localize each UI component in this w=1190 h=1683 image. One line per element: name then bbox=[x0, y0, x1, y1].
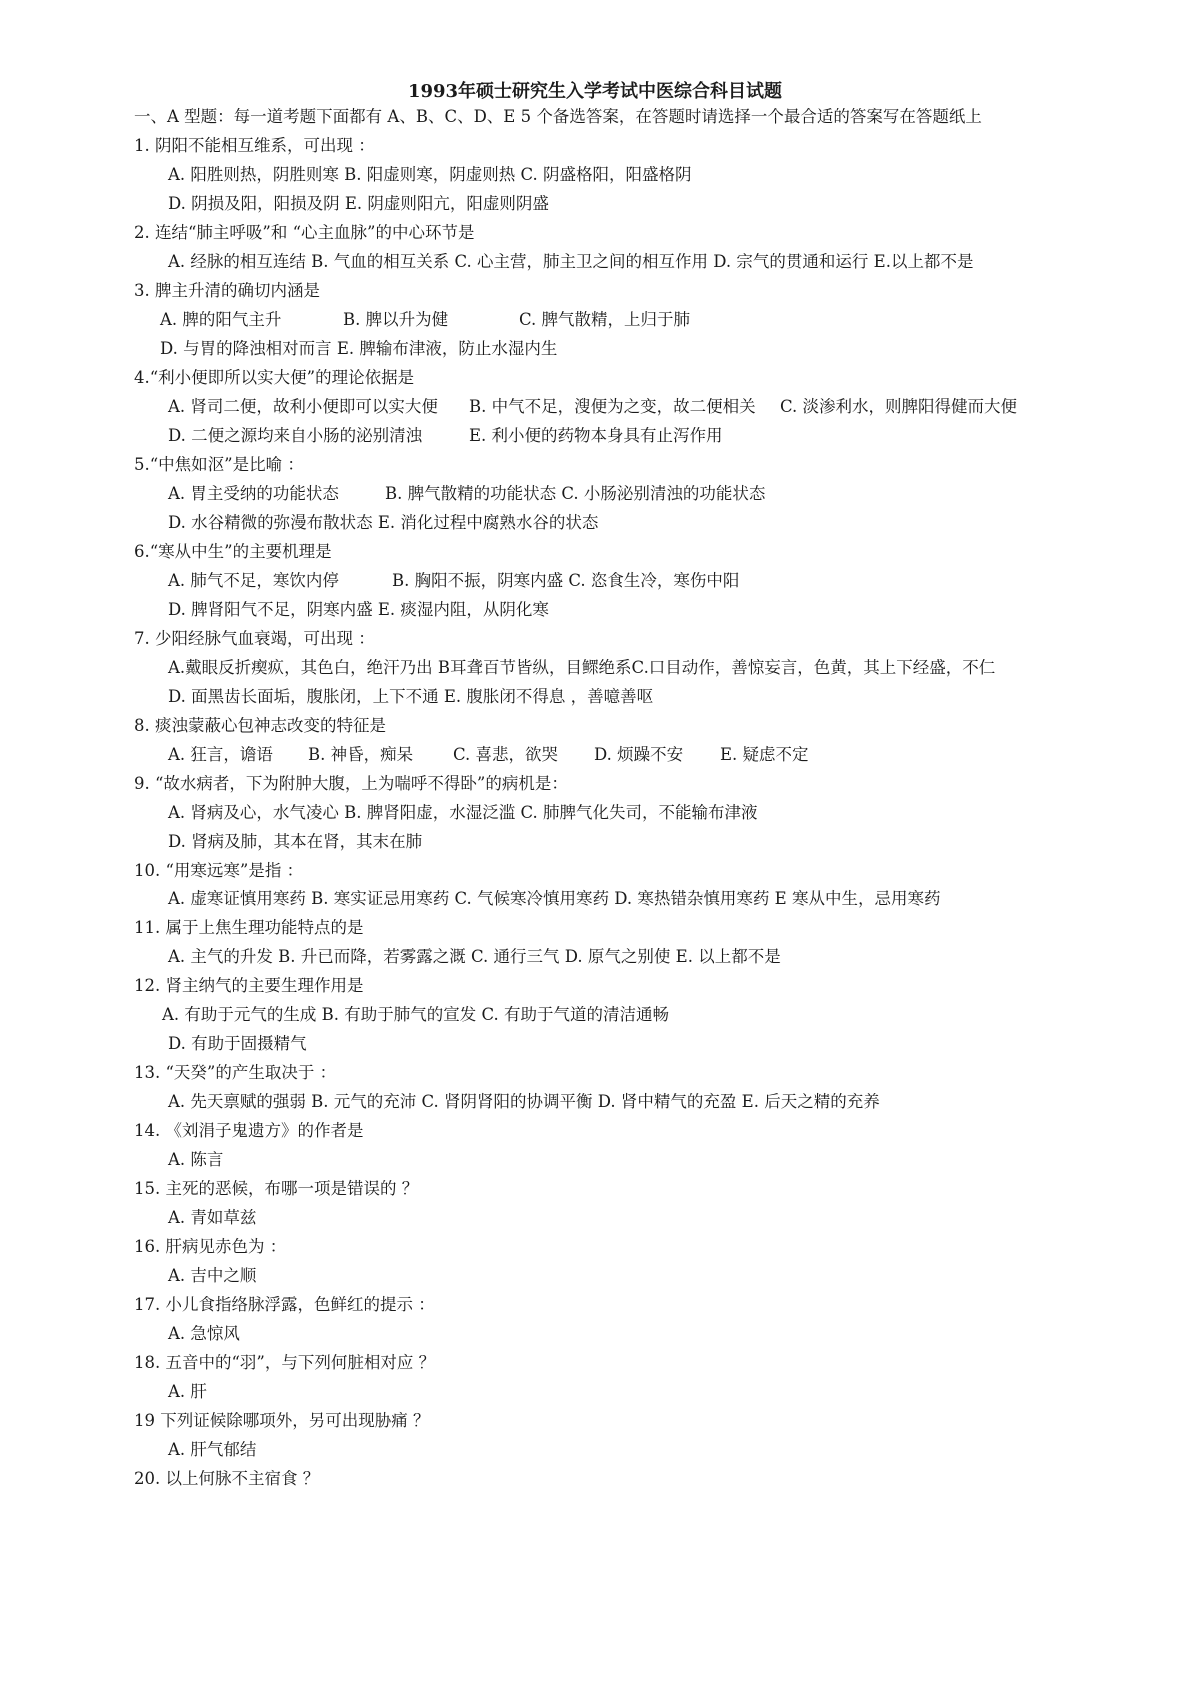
answer-option: B. 脾气散精的功能状态 C. 小肠泌别清浊的功能状态 bbox=[385, 483, 766, 503]
answer-options-text: A. 肝 bbox=[168, 1382, 207, 1402]
answer-option: E. 疑虑不定 bbox=[720, 744, 809, 764]
answer-option: B. 神昏，痴呆 bbox=[308, 744, 414, 764]
option-line bbox=[160, 338, 557, 360]
question-stem: 10. “用寒远寒”是指 ： bbox=[134, 860, 304, 880]
question-stem: 16. 肝病见赤色为 ： bbox=[134, 1237, 287, 1257]
option-line bbox=[168, 1033, 307, 1055]
answer-option: A. 脾的阳气主升 bbox=[160, 309, 282, 329]
question-stem: 5.“中焦如沤”是比喻 ： bbox=[134, 454, 304, 474]
answer-option: A. 胃主受纳的功能状态 bbox=[168, 483, 339, 503]
question-stem: 3. 脾主升清的确切内涵是 bbox=[134, 280, 320, 300]
answer-option: A. 狂言，谵语 bbox=[168, 744, 273, 764]
question-stem: 9. “故水病者，下为附肿大腹，上为喘呼不得卧”的病机是： bbox=[134, 773, 568, 793]
option-line bbox=[168, 512, 598, 534]
answer-option: D. 烦躁不安 bbox=[594, 744, 684, 764]
question-stem: 15. 主死的恶候，布哪一项是错误的 ？ bbox=[134, 1179, 419, 1199]
question-stem: 8. 痰浊蒙蔽心包神志改变的特征是 bbox=[134, 715, 386, 735]
answer-options-text: A. 吉中之顺 bbox=[168, 1266, 257, 1286]
answer-options-text: A. 肾病及心，水气凌心 B. 脾肾阳虚，水湿泛滥 C. 肺脾气化失司，不能输布津液 bbox=[168, 802, 758, 822]
question-stem: 4.“利小便即所以实大便”的理论依据是 bbox=[134, 367, 415, 387]
option-line bbox=[168, 802, 758, 824]
answer-options-text: A. 青如草兹 bbox=[168, 1208, 257, 1228]
question-stem: 20. 以上何脉不主宿食 ？ bbox=[134, 1469, 320, 1489]
question-stem: 18. 五音中的“羽”，与下列何脏相对应 ？ bbox=[134, 1353, 436, 1373]
answer-options-text: D. 肾病及肺，其本在肾，其末在肺 bbox=[168, 831, 423, 851]
option-line bbox=[168, 831, 422, 853]
answer-options-text: A.戴眼反折瘈疭，其色白，绝汗乃出 B耳聋百节皆纵，目鳏绝系C.口目动作，善惊妄言，色黄，其上下经盛，不仁 bbox=[168, 657, 996, 677]
answer-option: C. 脾气散精，上归于肺 bbox=[519, 309, 691, 329]
option-line bbox=[0, 309, 1190, 331]
option-line bbox=[168, 1207, 256, 1229]
answer-options-text: D. 有助于固摄精气 bbox=[168, 1034, 307, 1054]
option-line bbox=[0, 483, 1190, 505]
answer-options-text: D. 阴损及阳，阳损及阴 E. 阴虚则阳亢，阳虚则阴盛 bbox=[168, 193, 549, 213]
answer-options-text: A. 肝气郁结 bbox=[168, 1440, 257, 1460]
option-line bbox=[168, 1439, 256, 1461]
question-stem: 17. 小儿食指络脉浮露，色鲜红的提示 ： bbox=[134, 1295, 435, 1315]
answer-option: B. 胸阳不振，阴寒内盛 C. 恣食生冷，寒伤中阳 bbox=[392, 570, 740, 590]
answer-options-text: D. 水谷精微的弥漫布散状态 E. 消化过程中腐熟水谷的状态 bbox=[168, 512, 599, 532]
option-line bbox=[0, 396, 1190, 418]
option-line bbox=[168, 1091, 880, 1113]
answer-options-text: A. 先天禀赋的强弱 B. 元气的充沛 C. 肾阴肾阳的协调平衡 D. 肾中精气的充盈 E. 后天之精的充养 bbox=[168, 1092, 880, 1112]
option-line bbox=[168, 1149, 223, 1171]
option-line bbox=[168, 888, 940, 910]
option-line bbox=[168, 599, 549, 621]
answer-options-text: D. 脾肾阳气不足，阴寒内盛 E. 痰湿内阻，从阴化寒 bbox=[168, 599, 549, 619]
answer-options-text: A. 阳胜则热，阴胜则寒 B. 阳虚则寒，阴虚则热 C. 阴盛格阳，阳盛格阴 bbox=[168, 164, 692, 184]
answer-option: C. 喜悲，欲哭 bbox=[453, 744, 559, 764]
answer-option: B. 中气不足，溲便为之变，故二便相关 bbox=[469, 396, 756, 416]
option-line bbox=[168, 686, 653, 708]
question-stem: 13. “天癸”的产生取决于 ： bbox=[134, 1063, 337, 1083]
question-stem: 2. 连结“肺主呼吸”和 “心主血脉”的中心环节是 bbox=[134, 222, 475, 242]
answer-option: D. 二便之源均来自小肠的泌别清浊 bbox=[168, 425, 423, 445]
page-title: 1993年硕士研究生入学考试中医综合科目试题 bbox=[407, 81, 783, 102]
answer-option: A. 肾司二便，故利小便即可以实大便 bbox=[168, 396, 438, 416]
option-line bbox=[168, 251, 973, 273]
question-stem: 19 下列证候除哪项外，另可出现胁痛 ？ bbox=[134, 1411, 430, 1431]
option-line bbox=[168, 164, 692, 186]
answer-options-text: A. 陈言 bbox=[168, 1150, 224, 1170]
answer-options-text: A. 急惊风 bbox=[168, 1324, 240, 1344]
option-line bbox=[168, 946, 781, 968]
option-line bbox=[168, 1381, 207, 1403]
question-stem: 11. 属于上焦生理功能特点的是 bbox=[134, 918, 364, 938]
answer-options-text: A. 经脉的相互连结 B. 气血的相互关系 C. 心主营，肺主卫之间的相互作用 D. 宗气的贯通和运行 E.以上都不是 bbox=[168, 251, 974, 271]
option-line bbox=[162, 1004, 669, 1026]
answer-option: A. 肺气不足，寒饮内停 bbox=[168, 570, 339, 590]
answer-options-text: A. 有助于元气的生成 B. 有助于肺气的宣发 C. 有助于气道的清洁通畅 bbox=[162, 1005, 670, 1025]
option-line bbox=[168, 1323, 240, 1345]
question-stem: 14. 《刘涓子鬼遗方》的作者是 bbox=[134, 1121, 364, 1141]
option-line bbox=[168, 657, 995, 679]
question-stem: 1. 阴阳不能相互维系，可出现 ： bbox=[134, 136, 375, 155]
option-line bbox=[0, 570, 1190, 592]
option-line bbox=[168, 193, 549, 215]
answer-options-text: A. 主气的升发 B. 升已而降，若雾露之溉 C. 通行三气 D. 原气之别使 E. 以上都不是 bbox=[168, 947, 781, 967]
answer-options-text: D. 面黑齿长面垢，腹胀闭，上下不通 E. 腹胀闭不得息 ，善噫善呕 bbox=[168, 686, 654, 706]
question-stem: 6.“寒从中生”的主要机理是 bbox=[134, 541, 332, 561]
option-line bbox=[0, 425, 1190, 447]
answer-options-text: D. 与胃的降浊相对而言 E. 脾输布津液，防止水湿内生 bbox=[160, 338, 558, 358]
answer-option: E. 利小便的药物本身具有止泻作用 bbox=[469, 425, 723, 445]
option-line bbox=[168, 1265, 256, 1287]
answer-option: B. 脾以升为健 bbox=[343, 309, 449, 329]
question-stem: 12. 肾主纳气的主要生理作用是 bbox=[134, 976, 364, 996]
answer-option: C. 淡渗利水，则脾阳得健而大便 bbox=[780, 396, 1018, 416]
answer-options-text: A. 虚寒证慎用寒药 B. 寒实证忌用寒药 C. 气候寒冷慎用寒药 D. 寒热错杂慎用寒药 E 寒从中生，忌用寒药 bbox=[168, 889, 941, 909]
section-header: 一、A 型题：每一道考题下面都有 A、B、C、D、E 5 个备选答案，在答题时请选择一个最合适的答案写在答题纸上 bbox=[134, 107, 982, 126]
question-stem: 7. 少阳经脉气血衰竭，可出现 ： bbox=[134, 628, 375, 648]
option-line bbox=[0, 744, 1190, 766]
